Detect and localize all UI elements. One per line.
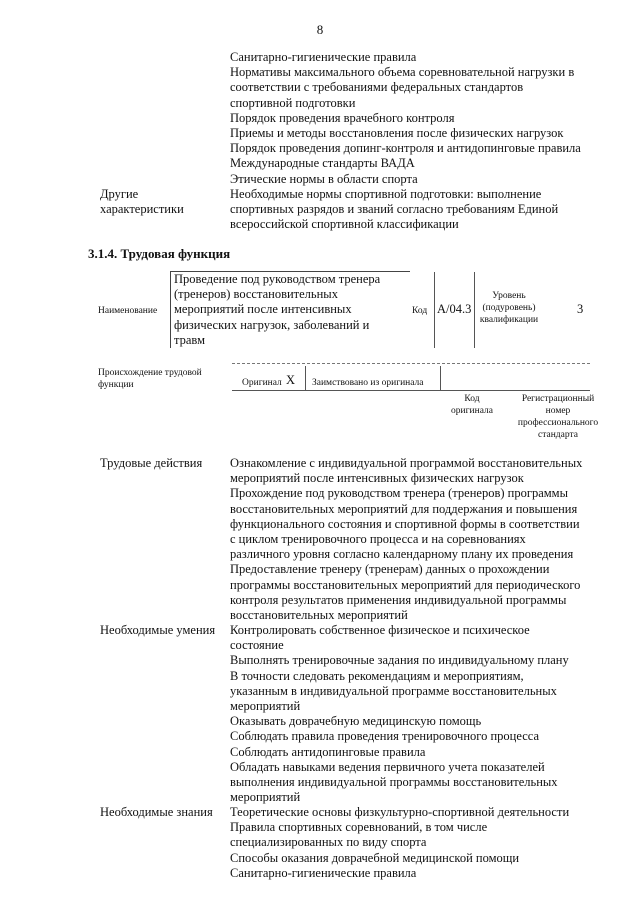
list-item: Правила спортивных соревнований, в том числе <box>230 820 488 835</box>
skills-list <box>230 623 569 805</box>
divider <box>232 363 590 364</box>
origin-label: Происхождение трудовой функции <box>98 368 202 390</box>
list-item: программы восстановительных мероприятий для периодического <box>230 577 581 592</box>
list-item: Соблюдать правила проведения тренировочного процесса <box>230 729 539 744</box>
page-number: 8 <box>316 22 324 37</box>
list-item: указанным в индивидуальной программе восстановительных <box>230 683 557 698</box>
code-value: A/04.3 <box>437 302 472 316</box>
list-item: различного уровня согласно календарному плану их проведения <box>230 547 574 562</box>
list-item: Прохождение под руководством тренера (тренеров) программы <box>230 486 568 501</box>
list-item: Теоретические основы физкультурно-спортивной деятельности <box>230 805 570 819</box>
function-name: Проведение под руководством тренера (тренеров) восстановительных мероприятий после интенсивных физических нагрузок, заболеваний и травм <box>170 271 410 348</box>
name-label: Наименование <box>98 306 158 316</box>
list-item: мероприятий после интенсивных физических нагрузок <box>230 471 524 486</box>
list-item: соответствии с требованиями федеральных стандартов <box>230 80 524 95</box>
borrowed-label: Заимствовано из оригинала <box>312 378 424 388</box>
list-item: Необходимые нормы спортивной подготовки: выполнение <box>230 186 542 201</box>
list-item: Контролировать собственное физическое и психическое <box>230 623 530 637</box>
labor-actions-label: Трудовые действия <box>100 456 203 470</box>
list-item: восстановительных мероприятий для поддержания и повышения <box>230 501 578 516</box>
other-characteristics-label: Другие характеристики <box>100 187 184 217</box>
list-item: Соблюдать антидопинговые правила <box>230 744 426 759</box>
list-item: Ознакомление с индивидуальной программой восстановительных <box>230 456 583 470</box>
divider <box>434 272 435 348</box>
list-item: Выполнять тренировочные задания по индивидуальному плану <box>230 653 569 668</box>
list-item: мероприятий <box>230 790 301 805</box>
divider <box>440 366 441 390</box>
list-item: состояние <box>230 638 284 653</box>
knowledge-list <box>230 805 569 881</box>
code-original-label: Код оригинала <box>451 394 493 416</box>
list-item: Порядок проведения врачебного контроля <box>230 110 455 125</box>
list-item: контроля результатов применения индивидуальной программы <box>230 592 567 607</box>
list-item: Приемы и методы восстановления после физических нагрузок <box>230 126 564 141</box>
list-item: с циклом тренировочного процесса и на соревнованиях <box>230 532 526 547</box>
list-item: восстановительных мероприятий <box>230 608 408 623</box>
list-item: спортивных разрядов и званий согласно требованиям Единой <box>230 202 559 217</box>
level-value: 3 <box>577 302 584 316</box>
list-item: Оказывать доврачебную медицинскую помощь <box>230 714 482 729</box>
divider <box>305 366 306 390</box>
list-item: Международные стандарты ВАДА <box>230 156 415 171</box>
list-item: функционального состояния и спортивной формы в соответствии <box>230 516 580 531</box>
knowledge-label: Необходимые знания <box>100 805 213 819</box>
divider <box>232 390 590 391</box>
level-label: Уровень (подуровень) квалификации <box>479 291 539 325</box>
top-block-list <box>230 50 581 232</box>
list-item: Этические нормы в области спорта <box>230 171 418 186</box>
skills-label: Необходимые умения <box>100 623 216 637</box>
original-mark: X <box>286 373 296 387</box>
list-item: В точности следовать рекомендациям и мероприятиям, <box>230 668 524 683</box>
list-item: Обладать навыками ведения первичного учета показателей <box>230 759 545 774</box>
list-item: Способы оказания доврачебной медицинской помощи <box>230 850 520 865</box>
original-label: Оригинал <box>242 378 282 388</box>
list-item: Порядок проведения допинг-контроля и антидопинговые правила <box>230 141 581 156</box>
list-item: Санитарно-гигиенические правила <box>230 50 417 64</box>
list-item: специализированных по виду спорта <box>230 835 427 850</box>
registration-number-label: Регистрационный номер профессионального стандарта <box>517 394 599 440</box>
labor-actions-list <box>230 456 582 623</box>
list-item: Нормативы максимального объема соревновательной нагрузки в <box>230 65 575 80</box>
section-title: 3.1.4. Трудовая функция <box>88 246 231 261</box>
code-label: Код <box>412 306 428 316</box>
list-item: спортивной подготовки <box>230 95 356 110</box>
list-item: мероприятий <box>230 699 301 714</box>
list-item: всероссийской спортивной классификации <box>230 217 459 232</box>
list-item: Предоставление тренеру (тренерам) данных о прохождении <box>230 562 550 577</box>
list-item: выполнения индивидуальной программы восстановительных <box>230 775 558 790</box>
list-item: Санитарно-гигиенические правила <box>230 865 417 880</box>
